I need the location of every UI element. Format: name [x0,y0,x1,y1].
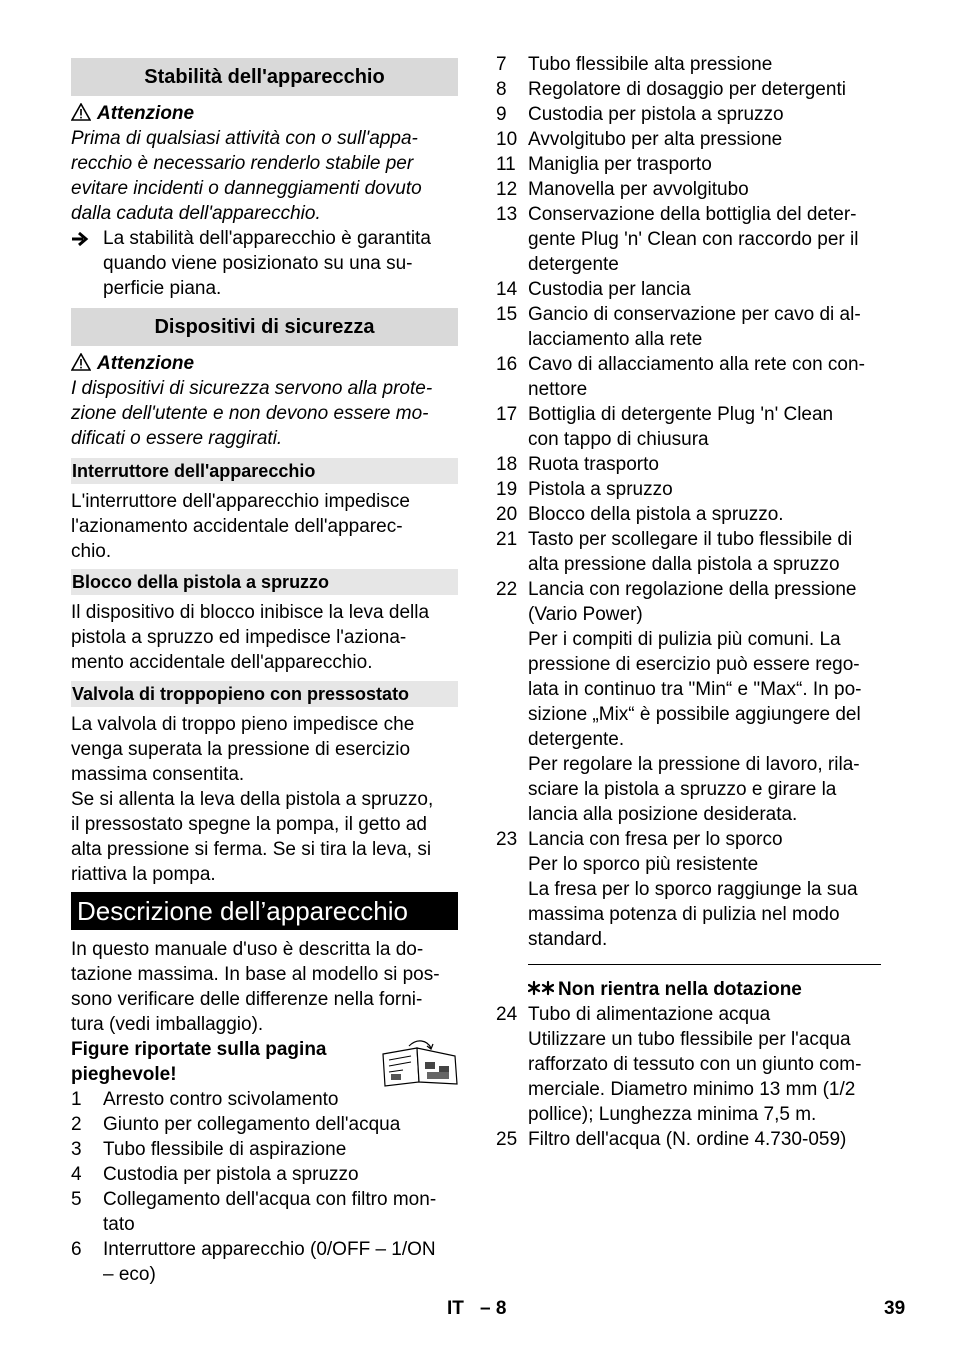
list-item-text: massima potenza di pulizia nel modo [528,904,840,925]
body-text-line: Se si allenta la leva della pistola a spruzzo, [71,789,434,810]
list-item-number: 10 [496,129,518,150]
list-item-text: Cavo di allacciamento alla rete con con- [528,354,865,375]
list-item-text: Arresto contro scivolamento [103,1089,339,1110]
warning-text-line: Prima di qualsiasi attività con o sull'appa- [71,128,418,149]
list-item-text: Tubo di alimentazione acqua [528,1004,771,1025]
warning-text-line: dificati o essere raggirati. [71,428,283,449]
list-item-text: Lancia con fresa per lo sporco [528,829,783,850]
list-item-text: Pistola a spruzzo [528,479,673,500]
list-item-text: Per regolare la pressione di lavoro, rila- [528,754,860,775]
list-item-number: 18 [496,454,518,475]
note-text-line: quando viene posizionato su una su- [103,253,413,274]
list-item-number: 5 [71,1189,82,1210]
body-text-line: sono verificare delle differenze nella forni- [71,989,423,1010]
list-item-text: Custodia per lancia [528,279,691,300]
body-text-line: Il dispositivo di blocco inibisce la leva della [71,602,430,623]
list-item-number: 2 [71,1114,82,1135]
list-item-number: 21 [496,529,518,550]
list-item-number: 23 [496,829,518,850]
list-item-number: 17 [496,404,518,425]
note-text-line: La stabilità dell'apparecchio è garantita [103,228,431,249]
subheading-valvola: Valvola di troppopieno con pressostato [71,681,458,707]
list-item-text: – eco) [103,1264,156,1285]
body-text-line: chio. [71,541,112,562]
list-item-text: (Vario Power) [528,604,643,625]
list-item-number: 16 [496,354,518,375]
warning-text-line: recchio è necessario renderlo stabile per [71,153,414,174]
list-item-text: detergente. [528,729,625,750]
body-text-line: In questo manuale d'uso è descritta la do- [71,939,424,960]
list-item-text: Manovella per avvolgitubo [528,179,749,200]
list-item-text: detergente [528,254,619,275]
body-text-line: La valvola di troppo pieno impedisce che [71,714,415,735]
list-item-number: 20 [496,504,518,525]
list-item-text: pollice); Lunghezza minima 7,5 m. [528,1104,817,1125]
page-number: 39 [884,1298,906,1319]
list-item-text: Giunto per collegamento dell'acqua [103,1114,401,1135]
body-text-line: venga superata la pressione di esercizio [71,739,411,760]
body-text-line: tura (vedi imballaggio). [71,1014,264,1035]
not-included-heading [528,977,802,1002]
warning-text-line: zione dell'utente e non devono essere mo- [71,403,429,424]
body-text-line: l'azionamento accidentale dell'apparec- [71,516,403,537]
warning-text-line: I dispositivi di sicurezza servono alla prote- [71,378,433,399]
note-stabilita [71,226,458,301]
body-text-line: L'interruttore dell'apparecchio impedisce [71,491,410,512]
double-asterisk-icon [528,979,558,1000]
note-text-line: perficie piana. [103,278,222,299]
warning-stabilita [71,101,194,126]
list-item-text: Custodia per pistola a spruzzo [103,1164,359,1185]
list-item-text: Ruota trasporto [528,454,659,475]
body-text-line: pistola a spruzzo ed impedisce l'aziona- [71,627,407,648]
footer-section-page: – 8 [480,1298,507,1319]
list-item-text: Conservazione della bottiglia del deter- [528,204,857,225]
list-item-text: Custodia per pistola a spruzzo [528,104,784,125]
list-item-text: La fresa per lo sporco raggiunge la sua [528,879,858,900]
list-item-text: gente Plug 'n' Clean con raccordo per il [528,229,859,250]
list-item-number: 13 [496,204,518,225]
list-item-number: 6 [71,1239,82,1260]
list-item-text: Maniglia per trasporto [528,154,712,175]
figure-note-line: Figure riportate sulla pagina [71,1039,327,1060]
list-item-text: Tasto per scollegare il tubo flessibile di [528,529,853,550]
list-item-text: Per lo sporco più resistente [528,854,759,875]
list-item-text: Tubo flessibile alta pressione [528,54,773,75]
list-item-number: 8 [496,79,507,100]
list-item-text: Collegamento dell'acqua con filtro mon- [103,1189,437,1210]
list-item-text: lacciamento alla rete [528,329,703,350]
warning-triangle-icon [71,353,91,378]
warning-label: Attenzione [97,103,195,124]
list-item-text: Interruttore apparecchio (0/OFF – 1/ON [103,1239,436,1260]
list-item-text: merciale. Diametro minimo 13 mm (1/2 [528,1079,856,1100]
warning-triangle-icon [71,103,91,128]
list-item-text: lata in continuo tra "Min“ e "Max“. In po- [528,679,862,700]
list-item-text: Utilizzare un tubo flessibile per l'acqua [528,1029,851,1050]
subheading-interruttore: Interruttore dell'apparecchio [71,458,458,484]
list-item-text: Tubo flessibile di aspirazione [103,1139,347,1160]
list-item-text: standard. [528,929,608,950]
list-item-text: Blocco della pistola a spruzzo. [528,504,784,525]
list-item-text: con tappo di chiusura [528,429,709,450]
body-text-line: massima consentita. [71,764,245,785]
list-item-number: 15 [496,304,518,325]
figure-note-line: pieghevole! [71,1064,177,1085]
warning-sicurezza [71,351,194,376]
body-text-line: mento accidentale dell'apparecchio. [71,652,373,673]
list-item-number: 12 [496,179,518,200]
list-item-text: sizione „Mix“ è possibile aggiungere del [528,704,861,725]
body-text-line: il pressostato spegne la pompa, il getto ad [71,814,427,835]
list-item-number: 14 [496,279,518,300]
list-item-number: 9 [496,104,507,125]
list-item-text: Bottiglia di detergente Plug 'n' Clean [528,404,834,425]
list-item-number: 4 [71,1164,82,1185]
list-item-number: 3 [71,1139,82,1160]
body-text-line: riattiva la pompa. [71,864,216,885]
list-item-text: nettore [528,379,588,400]
list-item-text: Per i compiti di pulizia più comuni. La [528,629,841,650]
list-item-number: 24 [496,1004,518,1025]
not-included-label: Non rientra nella dotazione [558,979,802,1000]
list-item-number: 19 [496,479,518,500]
list-item-number: 1 [71,1089,82,1110]
section-heading-sicurezza: Dispositivi di sicurezza [71,308,458,346]
list-item-number: 7 [496,54,507,75]
subheading-blocco: Blocco della pistola a spruzzo [71,569,458,595]
section-heading-stabilita: Stabilità dell'apparecchio [71,58,458,96]
list-item-text: pressione di esercizio può essere rego- [528,654,860,675]
warning-label: Attenzione [97,353,195,374]
list-item-text: Gancio di conservazione per cavo di al- [528,304,861,325]
body-text-line: alta pressione si ferma. Se si tira la leva, si [71,839,432,860]
list-item-text: lancia alla posizione desiderata. [528,804,798,825]
list-item-text: rafforzato di tessuto con un giunto com- [528,1054,862,1075]
footer-language: IT [447,1298,464,1319]
list-item-number: 11 [496,154,516,175]
list-item-text: sciare la pistola a spruzzo e girare la [528,779,837,800]
list-item-text: Lancia con regolazione della pressione [528,579,857,600]
list-item-text: Regolatore di dosaggio per detergenti [528,79,846,100]
list-item-text: Avvolgitubo per alta pressione [528,129,783,150]
list-item-number: 25 [496,1129,518,1150]
list-item-text: Filtro dell'acqua (N. ordine 4.730-059) [528,1129,847,1150]
warning-text-line: evitare incidenti o danneggiamenti dovuto [71,178,422,199]
foldout-page-icon [379,1040,459,1094]
divider [528,964,881,965]
arrow-right-icon [71,231,89,253]
list-item-text: alta pressione dalla pistola a spruzzo [528,554,840,575]
chapter-heading-descrizione: Descrizione dell’apparecchio [71,892,458,930]
warning-text-line: dalla caduta dell'apparecchio. [71,203,321,224]
list-item-text: tato [103,1214,135,1235]
body-text-line: tazione massima. In base al modello si pos- [71,964,440,985]
list-item-number: 22 [496,579,518,600]
